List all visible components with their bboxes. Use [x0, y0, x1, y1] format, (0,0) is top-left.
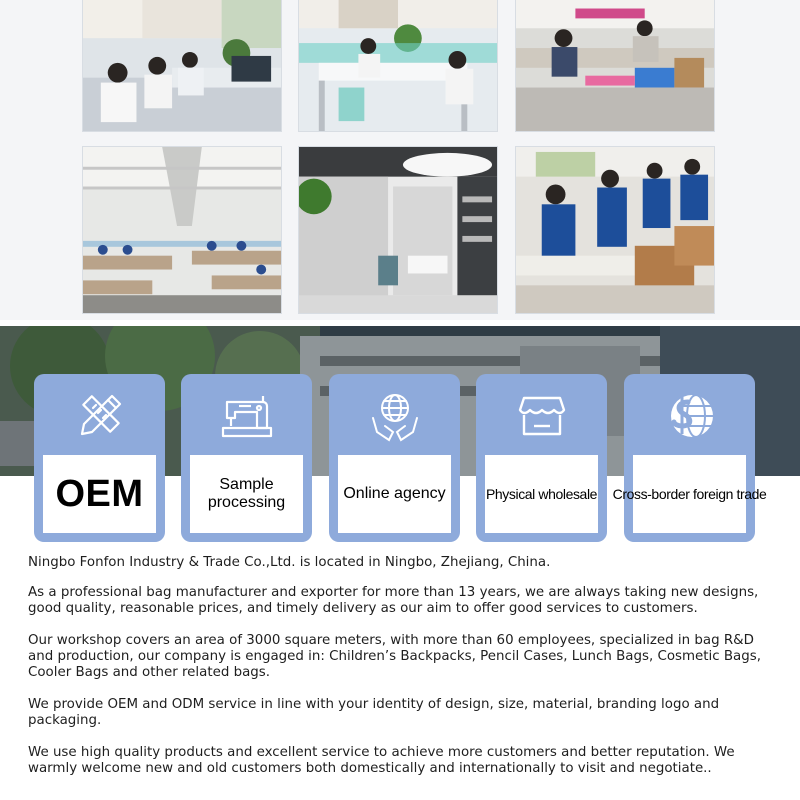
service-label-box [485, 455, 598, 533]
paragraph-experience: As a professional bag manufacturer and exporter for more than 13 years, we are always taking new designs, good quality, reasonable prices, and timely delivery as our aim to offer good services to customers. [28, 585, 759, 616]
office-photo [298, 0, 498, 132]
service-label: OEM [55, 472, 144, 515]
service-label: Sample processing [207, 476, 286, 511]
paragraph-workshop: Our workshop covers an area of 3000 square meters, with more than 60 employees, specialized in bag R&D and production, our company is engaged in: Children’s Backpacks, Pencil Cases, Lunch Bags, Cosmetic Bags, Cooler Bags and other related bags. [28, 633, 761, 680]
sewing-machine-icon [219, 388, 275, 444]
company-headline: Ningbo Fonfon Industry & Trade Co.,Ltd. is located in Ningbo, Zhejiang, China. [28, 555, 551, 570]
ruler-pencil-icon [72, 388, 128, 444]
service-label-box [190, 455, 303, 533]
service-label-box [338, 455, 451, 533]
factory-floor-photo [82, 146, 282, 314]
showroom-photo [298, 146, 498, 314]
storefront-icon [514, 388, 570, 444]
service-label-box [612, 455, 767, 533]
workshop-photo [515, 0, 715, 132]
service-card-oem [34, 374, 165, 542]
paragraph-oem-odm: We provide OEM and ODM service in line with your identity of design, size, material, branding logo and packaging. [28, 697, 720, 728]
office-photo [82, 0, 282, 132]
service-label-box [43, 455, 156, 533]
service-card-sample-processing [181, 374, 312, 542]
service-card-online-agency [329, 374, 460, 542]
service-card-physical-wholesale [476, 374, 607, 542]
services-band [0, 326, 800, 546]
paragraph-service: We use high quality products and excellent service to achieve more customers and better reputation. We warmly welcome new and old customers both domestically and internationally to visit and negotiate.. [28, 745, 735, 776]
company-description [28, 555, 780, 793]
service-card-cross-border-trade [612, 374, 767, 542]
globe-hands-icon [367, 388, 423, 444]
service-label: Cross-border foreign trade [612, 486, 767, 502]
packing-photo [515, 146, 715, 314]
service-label: Physical wholesale [485, 486, 598, 502]
dollar-globe-icon [662, 388, 718, 444]
photo-gallery [0, 0, 800, 320]
service-label: Online agency [343, 485, 446, 502]
